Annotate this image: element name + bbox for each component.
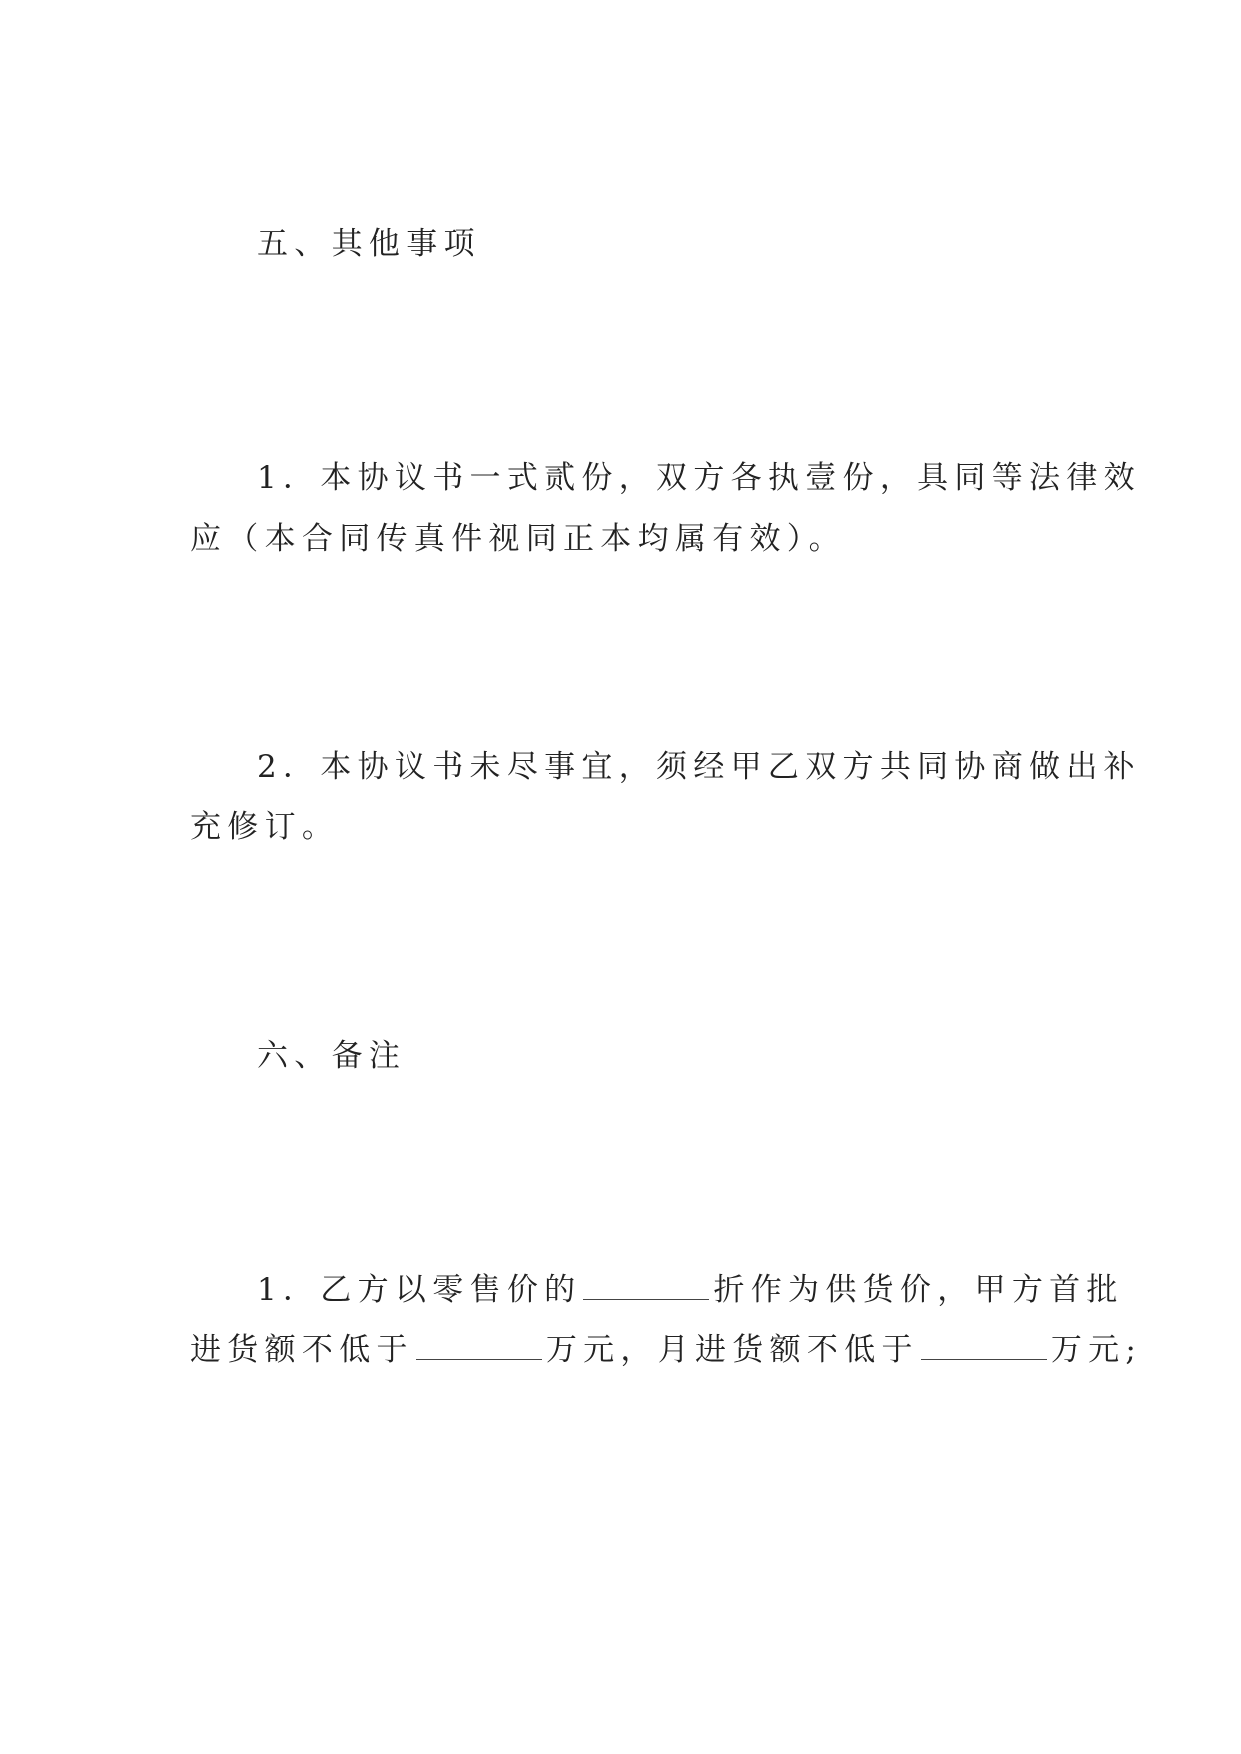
section6-item1-line1 <box>257 1262 1124 1318</box>
section6-item1-text-e: 万元; <box>1050 1332 1143 1368</box>
section5-item2-line2: 充修订。 <box>190 809 340 845</box>
section6-item1-text-d: 万元，月进货额不低于 <box>545 1332 919 1368</box>
section6-item1-text-a: 1．乙方以零售价的 <box>257 1272 582 1308</box>
section6-item1-line2 <box>190 1322 1143 1378</box>
section6-heading: 六、备注 <box>257 1038 407 1074</box>
monthly-amount-blank <box>921 1358 1047 1360</box>
section6-item1-text-c: 进货额不低于 <box>190 1332 414 1368</box>
section5-item2-line1: 2．本协议书未尽事宜，须经甲乙双方共同协商做出补 <box>257 749 1141 785</box>
first-order-amount-blank <box>416 1358 542 1360</box>
section5-item1-line1: 1．本协议书一式贰份，双方各执壹份，具同等法律效 <box>257 460 1141 496</box>
section5-heading: 五、其他事项 <box>257 226 481 262</box>
section6-item1-text-b: 折作为供货价，甲方首批 <box>713 1272 1124 1308</box>
discount-blank <box>583 1298 709 1300</box>
section5-item1-line2: 应（本合同传真件视同正本均属有效）。 <box>190 521 846 557</box>
